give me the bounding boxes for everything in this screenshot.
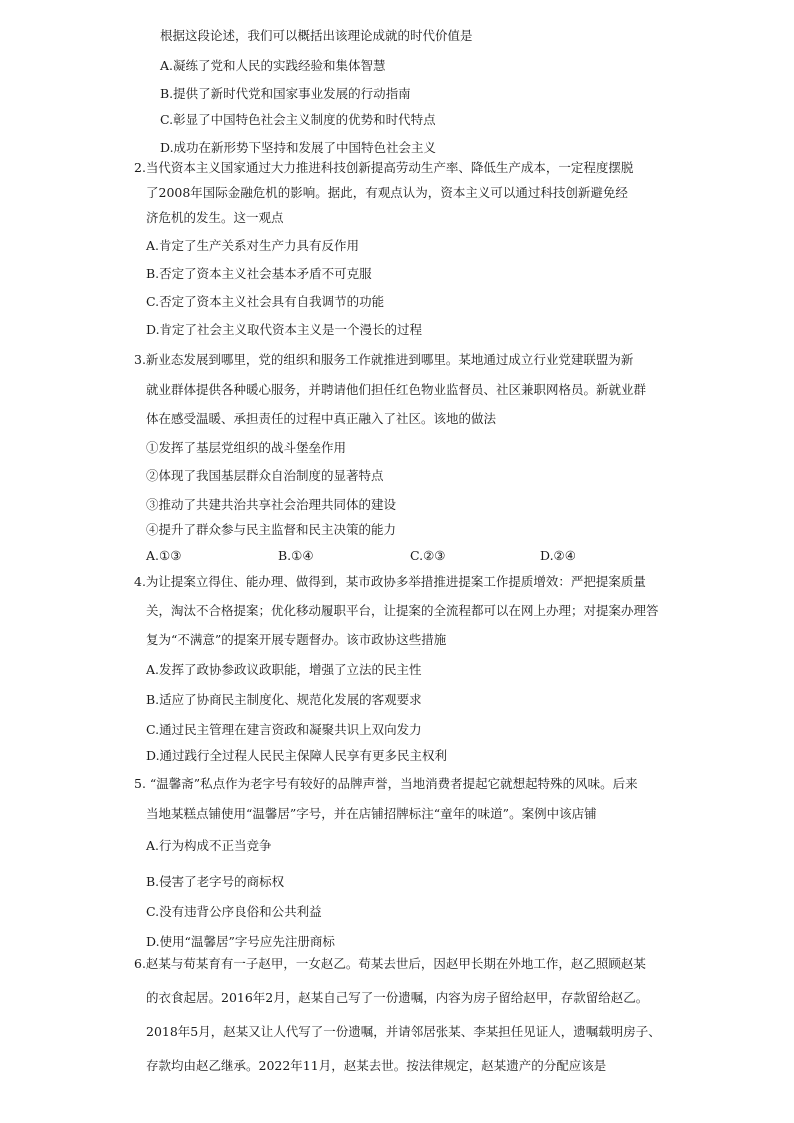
q2-option-c: C.否定了资本主义社会具有自我调节的功能	[146, 294, 385, 309]
q2-stem-line-2: 了2008年国际金融危机的影响。据此，有观点认为，资本主义可以通过科技创新避免经	[146, 185, 628, 200]
q1-option-d: D.成功在新形势下坚持和发展了中国特色社会主义	[160, 140, 437, 155]
q5-option-d: D.使用“温馨居”字号应先注册商标	[146, 934, 335, 949]
q3-choice-c: C.②③	[410, 548, 446, 563]
q3-choice-b: B.①④	[278, 548, 314, 563]
q6-stem-line-2: 的衣食起居。2016年2月，赵某自己写了一份遗嘱，内容为房子留给赵甲，存款留给赵乙。	[146, 990, 649, 1005]
q2-option-d: D.肯定了社会主义取代资本主义是一个漫长的过程	[146, 322, 423, 337]
q3-stem-line-1: 3.新业态发展到哪里，党的组织和服务工作就推进到哪里。某地通过成立行业党建联盟为新	[134, 352, 634, 367]
q3-choice-d: D.②④	[540, 548, 576, 563]
q2-option-a: A.肯定了生产关系对生产力具有反作用	[146, 238, 360, 253]
q4-stem-line-1: 4.为让提案立得住、能办理、做得到，某市政协多举措推进提案工作提质增效：严把提案质量	[134, 574, 646, 589]
q2-stem-line-1: 2.当代资本主义国家通过大力推进科技创新提高劳动生产率、降低生产成本，一定程度摆脱	[134, 160, 634, 175]
q3-statement-4: ④提升了群众参与民主监督和民主决策的能力	[146, 522, 397, 537]
q6-stem-line-1: 6.赵某与荀某育有一子赵甲，一女赵乙。荀某去世后，因赵甲长期在外地工作，赵乙照顾赵某	[134, 956, 646, 971]
q4-option-b: B.适应了协商民主制度化、规范化发展的客观要求	[146, 692, 422, 707]
q1-option-c: C.彰显了中国特色社会主义制度的优势和时代特点	[160, 112, 436, 127]
q3-stem-line-3: 体在感受温暖、承担责任的过程中真正融入了社区。该地的做法	[146, 411, 497, 426]
q5-option-c: C.没有违背公序良俗和公共利益	[146, 904, 322, 919]
q4-option-a: A.发挥了政协参政议政职能，增强了立法的民主性	[146, 662, 422, 677]
q1-option-a: A.凝练了党和人民的实践经验和集体智慧	[160, 58, 386, 73]
q5-stem-line-1: 5. “温馨斋”私点作为老字号有较好的品牌声誉，当地消费者提起它就想起特殊的风味。后来	[134, 776, 638, 791]
q3-choices	[0, 548, 794, 564]
q3-stem-line-2: 就业群体提供各种暖心服务，并聘请他们担任红色物业监督员、社区兼职网格员。新就业群	[146, 382, 647, 397]
q6-stem-line-3: 2018年5月，赵某又让人代写了一份遗嘱，并请邻居张某、李某担任见证人，遗嘱载明房子、	[146, 1024, 661, 1039]
q1-stem-tail: 根据这段论述，我们可以概括出该理论成就的时代价值是	[160, 28, 473, 43]
q4-stem-line-2: 关，淘汰不合格提案；优化移动履职平台，让提案的全流程都可以在网上办理；对提案办理答	[146, 603, 659, 618]
q5-option-a: A.行为构成不正当竞争	[146, 838, 272, 853]
q4-option-c: C.通过民主管理在建言资政和凝聚共识上双向发力	[146, 722, 422, 737]
q5-stem-line-2: 当地某糕点铺使用“温馨居”字号，并在店铺招牌标注“童年的味道”。案例中该店铺	[146, 806, 597, 821]
q3-choice-a: A.①③	[146, 548, 182, 563]
q3-statement-1: ①发挥了基层党组织的战斗堡垒作用	[146, 440, 347, 455]
q4-stem-line-3: 复为“不满意”的提案开展专题督办。该市政协这些措施	[146, 632, 447, 647]
q6-stem-line-4: 存款均由赵乙继承。2022年11月，赵某去世。按法律规定，赵某遗产的分配应该是	[146, 1058, 607, 1073]
q3-statement-2: ②体现了我国基层群众自治制度的显著特点	[146, 468, 384, 483]
q4-option-d: D.通过践行全过程人民民主保障人民享有更多民主权利	[146, 748, 448, 763]
q5-option-b: B.侵害了老字号的商标权	[146, 874, 285, 889]
q3-statement-3: ③推动了共建共治共享社会治理共同体的建设	[146, 497, 397, 512]
q1-option-b: B.提供了新时代党和国家事业发展的行动指南	[160, 86, 411, 101]
q2-stem-line-3: 济危机的发生。这一观点	[146, 210, 284, 225]
q2-option-b: B.否定了资本主义社会基本矛盾不可克服	[146, 266, 372, 281]
